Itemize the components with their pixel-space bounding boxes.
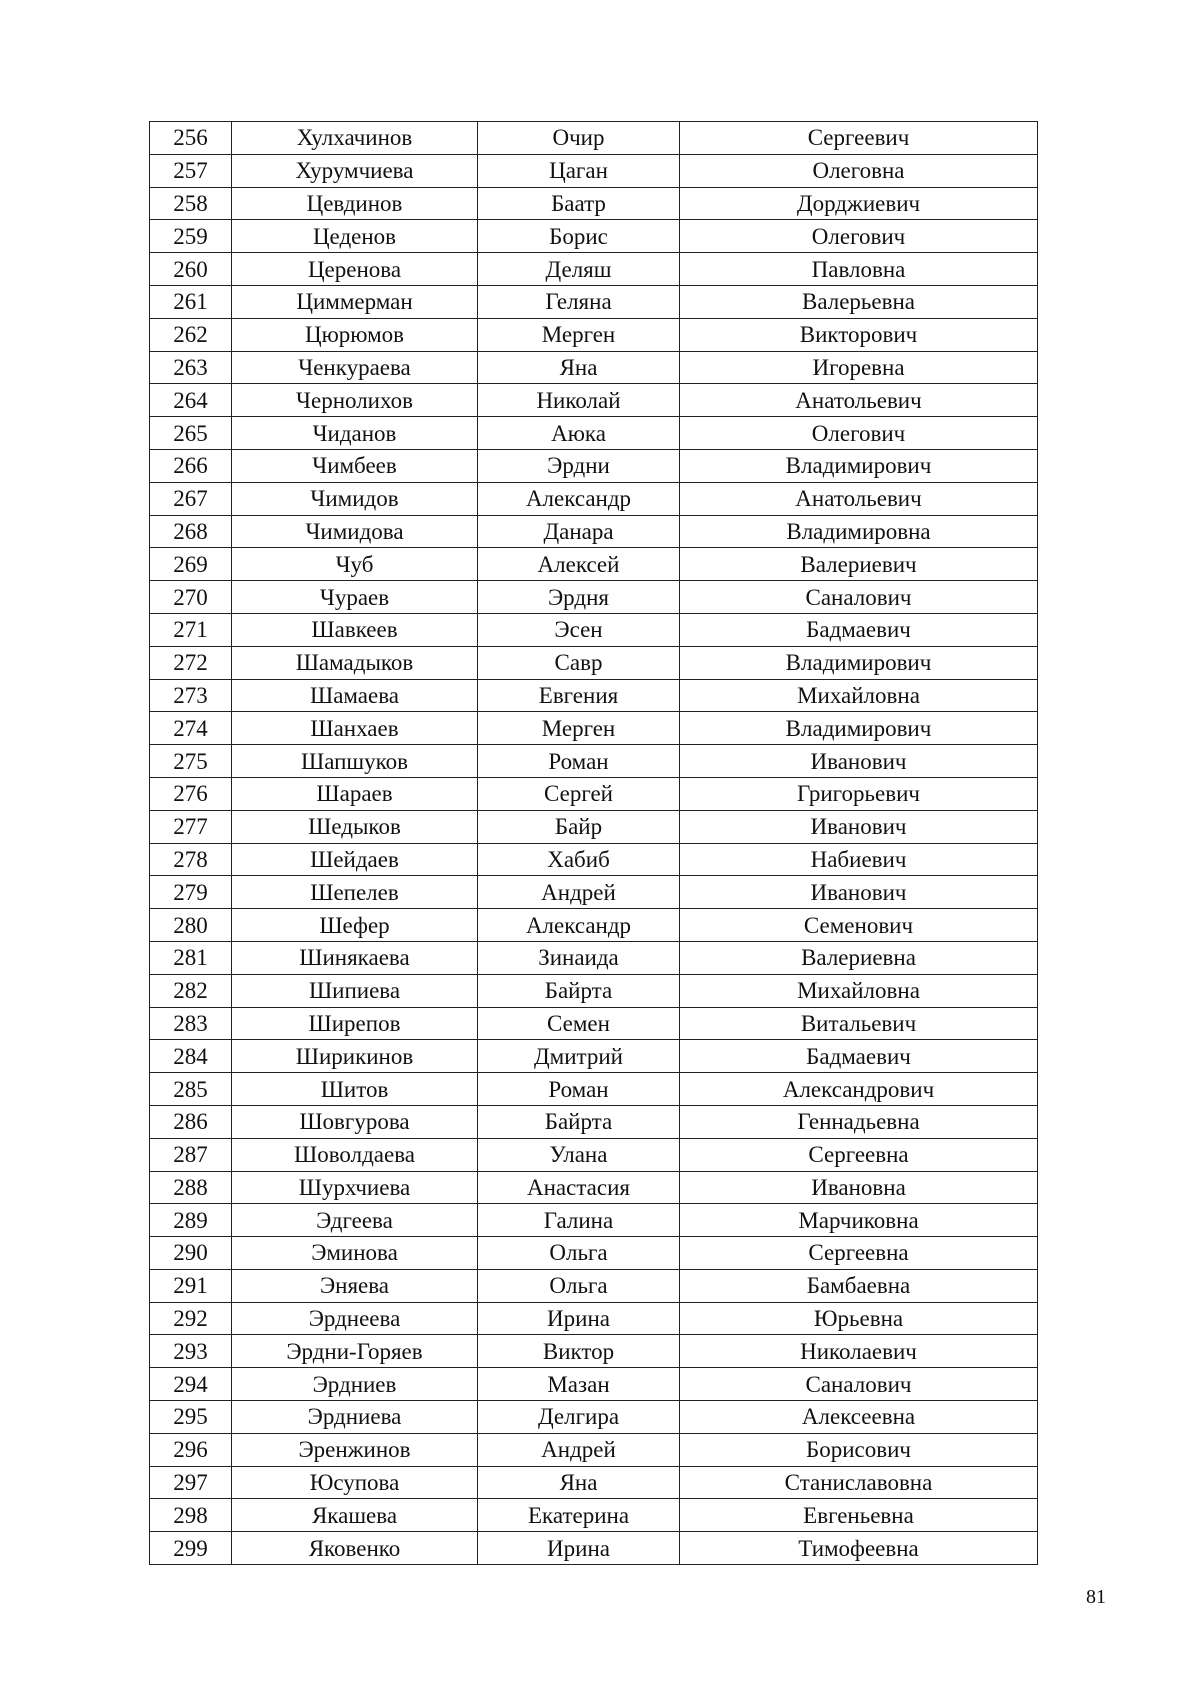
table-row: [150, 1532, 1038, 1565]
first-name-cell: Александр: [478, 909, 680, 942]
table-row: [150, 187, 1038, 220]
surname-cell: Шейдаев: [232, 843, 478, 876]
first-name-cell: Андрей: [478, 876, 680, 909]
table-row: [150, 646, 1038, 679]
first-name-cell: Яна: [478, 1466, 680, 1499]
surname-cell: Шедыков: [232, 810, 478, 843]
surname-cell: Чернолихов: [232, 384, 478, 417]
patronymic-cell: Бадмаевич: [680, 613, 1038, 646]
table-row: [150, 974, 1038, 1007]
table-row: [150, 1401, 1038, 1434]
surname-cell: Церенова: [232, 253, 478, 286]
surname-cell: Эренжинов: [232, 1433, 478, 1466]
surname-cell: Шапшуков: [232, 745, 478, 778]
patronymic-cell: Бадмаевич: [680, 1040, 1038, 1073]
surname-cell: Юсупова: [232, 1466, 478, 1499]
first-name-cell: Баатр: [478, 187, 680, 220]
surname-cell: Шараев: [232, 777, 478, 810]
first-name-cell: Дмитрий: [478, 1040, 680, 1073]
first-name-cell: Зинаида: [478, 941, 680, 974]
table-row: [150, 1499, 1038, 1532]
row-number-cell: 288: [150, 1171, 232, 1204]
patronymic-cell: Сергеевна: [680, 1138, 1038, 1171]
patronymic-cell: Ивановна: [680, 1171, 1038, 1204]
patronymic-cell: Олегович: [680, 220, 1038, 253]
patronymic-cell: Саналович: [680, 581, 1038, 614]
patronymic-cell: Анатольевич: [680, 384, 1038, 417]
row-number-cell: 280: [150, 909, 232, 942]
first-name-cell: Евгения: [478, 679, 680, 712]
table-row: [150, 1073, 1038, 1106]
patronymic-cell: Валериевич: [680, 548, 1038, 581]
patronymic-cell: Борисович: [680, 1433, 1038, 1466]
surname-cell: Шавкеев: [232, 613, 478, 646]
first-name-cell: Мерген: [478, 318, 680, 351]
row-number-cell: 259: [150, 220, 232, 253]
surname-cell: Цевдинов: [232, 187, 478, 220]
first-name-cell: Байрта: [478, 974, 680, 1007]
patronymic-cell: Алексеевна: [680, 1401, 1038, 1434]
patronymic-cell: Игоревна: [680, 351, 1038, 384]
first-name-cell: Ольга: [478, 1237, 680, 1270]
row-number-cell: 290: [150, 1237, 232, 1270]
row-number-cell: 258: [150, 187, 232, 220]
first-name-cell: Цаган: [478, 154, 680, 187]
surname-cell: Шанхаев: [232, 712, 478, 745]
patronymic-cell: Набиевич: [680, 843, 1038, 876]
first-name-cell: Роман: [478, 1073, 680, 1106]
patronymic-cell: Семенович: [680, 909, 1038, 942]
table-row: [150, 777, 1038, 810]
first-name-cell: Улана: [478, 1138, 680, 1171]
first-name-cell: Андрей: [478, 1433, 680, 1466]
row-number-cell: 266: [150, 449, 232, 482]
table-row: [150, 909, 1038, 942]
table-row: [150, 1335, 1038, 1368]
row-number-cell: 262: [150, 318, 232, 351]
patronymic-cell: Сергеевич: [680, 122, 1038, 155]
first-name-cell: Николай: [478, 384, 680, 417]
table-row: [150, 154, 1038, 187]
table-row: [150, 285, 1038, 318]
surname-cell: Шовгурова: [232, 1105, 478, 1138]
row-number-cell: 278: [150, 843, 232, 876]
surname-cell: Эрдни-Горяев: [232, 1335, 478, 1368]
table-row: [150, 1237, 1038, 1270]
row-number-cell: 272: [150, 646, 232, 679]
patronymic-cell: Иванович: [680, 810, 1038, 843]
table-row: [150, 581, 1038, 614]
patronymic-cell: Саналович: [680, 1368, 1038, 1401]
first-name-cell: Хабиб: [478, 843, 680, 876]
patronymic-cell: Геннадьевна: [680, 1105, 1038, 1138]
first-name-cell: Мазан: [478, 1368, 680, 1401]
table-row: [150, 548, 1038, 581]
surname-cell: Циммерман: [232, 285, 478, 318]
patronymic-cell: Михайловна: [680, 974, 1038, 1007]
patronymic-cell: Иванович: [680, 745, 1038, 778]
first-name-cell: Александр: [478, 482, 680, 515]
first-name-cell: Борис: [478, 220, 680, 253]
roster-table-body: [150, 122, 1038, 1565]
table-row: [150, 679, 1038, 712]
row-number-cell: 291: [150, 1269, 232, 1302]
surname-cell: Чимидов: [232, 482, 478, 515]
table-row: [150, 810, 1038, 843]
surname-cell: Чимбеев: [232, 449, 478, 482]
patronymic-cell: Олеговна: [680, 154, 1038, 187]
patronymic-cell: Анатольевич: [680, 482, 1038, 515]
row-number-cell: 263: [150, 351, 232, 384]
patronymic-cell: Михайловна: [680, 679, 1038, 712]
surname-cell: Эдгеева: [232, 1204, 478, 1237]
table-row: [150, 1040, 1038, 1073]
patronymic-cell: Станиславовна: [680, 1466, 1038, 1499]
table-row: [150, 876, 1038, 909]
row-number-cell: 276: [150, 777, 232, 810]
patronymic-cell: Евгеньевна: [680, 1499, 1038, 1532]
table-row: [150, 843, 1038, 876]
first-name-cell: Данара: [478, 515, 680, 548]
table-row: [150, 613, 1038, 646]
first-name-cell: Анастасия: [478, 1171, 680, 1204]
surname-cell: Шепелев: [232, 876, 478, 909]
row-number-cell: 281: [150, 941, 232, 974]
row-number-cell: 285: [150, 1073, 232, 1106]
table-row: [150, 122, 1038, 155]
row-number-cell: 273: [150, 679, 232, 712]
first-name-cell: Екатерина: [478, 1499, 680, 1532]
first-name-cell: Ирина: [478, 1302, 680, 1335]
table-row: [150, 515, 1038, 548]
first-name-cell: Семен: [478, 1007, 680, 1040]
surname-cell: Чиданов: [232, 417, 478, 450]
first-name-cell: Ирина: [478, 1532, 680, 1565]
patronymic-cell: Дорджиевич: [680, 187, 1038, 220]
patronymic-cell: Владимировна: [680, 515, 1038, 548]
first-name-cell: Байр: [478, 810, 680, 843]
table-row: [150, 384, 1038, 417]
table-row: [150, 449, 1038, 482]
surname-cell: Ширикинов: [232, 1040, 478, 1073]
row-number-cell: 296: [150, 1433, 232, 1466]
first-name-cell: Аюка: [478, 417, 680, 450]
row-number-cell: 283: [150, 1007, 232, 1040]
surname-cell: Цеденов: [232, 220, 478, 253]
table-row: [150, 1171, 1038, 1204]
patronymic-cell: Викторович: [680, 318, 1038, 351]
first-name-cell: Яна: [478, 351, 680, 384]
first-name-cell: Эсен: [478, 613, 680, 646]
surname-cell: Чимидова: [232, 515, 478, 548]
first-name-cell: Мерген: [478, 712, 680, 745]
patronymic-cell: Марчиковна: [680, 1204, 1038, 1237]
roster-table: [149, 121, 1038, 1565]
first-name-cell: Байрта: [478, 1105, 680, 1138]
table-row: [150, 1105, 1038, 1138]
table-row: [150, 941, 1038, 974]
table-row: [150, 417, 1038, 450]
table-row: [150, 351, 1038, 384]
surname-cell: Шурхчиева: [232, 1171, 478, 1204]
row-number-cell: 260: [150, 253, 232, 286]
first-name-cell: Роман: [478, 745, 680, 778]
row-number-cell: 256: [150, 122, 232, 155]
patronymic-cell: Валериевна: [680, 941, 1038, 974]
row-number-cell: 269: [150, 548, 232, 581]
patronymic-cell: Тимофеевна: [680, 1532, 1038, 1565]
surname-cell: Якашева: [232, 1499, 478, 1532]
row-number-cell: 267: [150, 482, 232, 515]
first-name-cell: Эрдня: [478, 581, 680, 614]
surname-cell: Шитов: [232, 1073, 478, 1106]
table-row: [150, 482, 1038, 515]
surname-cell: Эминова: [232, 1237, 478, 1270]
table-row: [150, 1007, 1038, 1040]
table-row: [150, 220, 1038, 253]
row-number-cell: 279: [150, 876, 232, 909]
patronymic-cell: Сергеевна: [680, 1237, 1038, 1270]
row-number-cell: 275: [150, 745, 232, 778]
table-row: [150, 1138, 1038, 1171]
first-name-cell: Сергей: [478, 777, 680, 810]
row-number-cell: 270: [150, 581, 232, 614]
row-number-cell: 282: [150, 974, 232, 1007]
first-name-cell: Ольга: [478, 1269, 680, 1302]
row-number-cell: 292: [150, 1302, 232, 1335]
first-name-cell: Галина: [478, 1204, 680, 1237]
row-number-cell: 286: [150, 1105, 232, 1138]
row-number-cell: 295: [150, 1401, 232, 1434]
surname-cell: Шамаева: [232, 679, 478, 712]
surname-cell: Шефер: [232, 909, 478, 942]
first-name-cell: Делгира: [478, 1401, 680, 1434]
row-number-cell: 293: [150, 1335, 232, 1368]
surname-cell: Чуб: [232, 548, 478, 581]
first-name-cell: Геляна: [478, 285, 680, 318]
patronymic-cell: Павловна: [680, 253, 1038, 286]
table-row: [150, 1269, 1038, 1302]
row-number-cell: 298: [150, 1499, 232, 1532]
surname-cell: Шипиева: [232, 974, 478, 1007]
table-row: [150, 253, 1038, 286]
first-name-cell: Виктор: [478, 1335, 680, 1368]
patronymic-cell: Александрович: [680, 1073, 1038, 1106]
patronymic-cell: Владимирович: [680, 712, 1038, 745]
surname-cell: Цюрюмов: [232, 318, 478, 351]
row-number-cell: 297: [150, 1466, 232, 1499]
table-row: [150, 1433, 1038, 1466]
table-row: [150, 318, 1038, 351]
first-name-cell: Эрдни: [478, 449, 680, 482]
patronymic-cell: Валерьевна: [680, 285, 1038, 318]
row-number-cell: 271: [150, 613, 232, 646]
surname-cell: Хулхачинов: [232, 122, 478, 155]
row-number-cell: 294: [150, 1368, 232, 1401]
first-name-cell: Деляш: [478, 253, 680, 286]
patronymic-cell: Владимирович: [680, 646, 1038, 679]
first-name-cell: Алексей: [478, 548, 680, 581]
patronymic-cell: Владимирович: [680, 449, 1038, 482]
row-number-cell: 274: [150, 712, 232, 745]
patronymic-cell: Бамбаевна: [680, 1269, 1038, 1302]
surname-cell: Шоволдаева: [232, 1138, 478, 1171]
patronymic-cell: Иванович: [680, 876, 1038, 909]
surname-cell: Эрднеева: [232, 1302, 478, 1335]
table-row: [150, 1466, 1038, 1499]
patronymic-cell: Витальевич: [680, 1007, 1038, 1040]
surname-cell: Шамадыков: [232, 646, 478, 679]
surname-cell: Эрдниева: [232, 1401, 478, 1434]
row-number-cell: 284: [150, 1040, 232, 1073]
table-row: [150, 712, 1038, 745]
surname-cell: Шинякаева: [232, 941, 478, 974]
first-name-cell: Савр: [478, 646, 680, 679]
table-row: [150, 745, 1038, 778]
table-row: [150, 1302, 1038, 1335]
row-number-cell: 265: [150, 417, 232, 450]
row-number-cell: 289: [150, 1204, 232, 1237]
row-number-cell: 261: [150, 285, 232, 318]
row-number-cell: 277: [150, 810, 232, 843]
row-number-cell: 268: [150, 515, 232, 548]
surname-cell: Хурумчиева: [232, 154, 478, 187]
table-row: [150, 1204, 1038, 1237]
row-number-cell: 287: [150, 1138, 232, 1171]
patronymic-cell: Олегович: [680, 417, 1038, 450]
surname-cell: Ширепов: [232, 1007, 478, 1040]
patronymic-cell: Григорьевич: [680, 777, 1038, 810]
page-number: 81: [1086, 1586, 1106, 1608]
surname-cell: Эрдниев: [232, 1368, 478, 1401]
patronymic-cell: Юрьевна: [680, 1302, 1038, 1335]
row-number-cell: 257: [150, 154, 232, 187]
row-number-cell: 299: [150, 1532, 232, 1565]
first-name-cell: Очир: [478, 122, 680, 155]
table-row: [150, 1368, 1038, 1401]
surname-cell: Ченкураева: [232, 351, 478, 384]
patronymic-cell: Николаевич: [680, 1335, 1038, 1368]
surname-cell: Чураев: [232, 581, 478, 614]
surname-cell: Яковенко: [232, 1532, 478, 1565]
surname-cell: Эняева: [232, 1269, 478, 1302]
row-number-cell: 264: [150, 384, 232, 417]
